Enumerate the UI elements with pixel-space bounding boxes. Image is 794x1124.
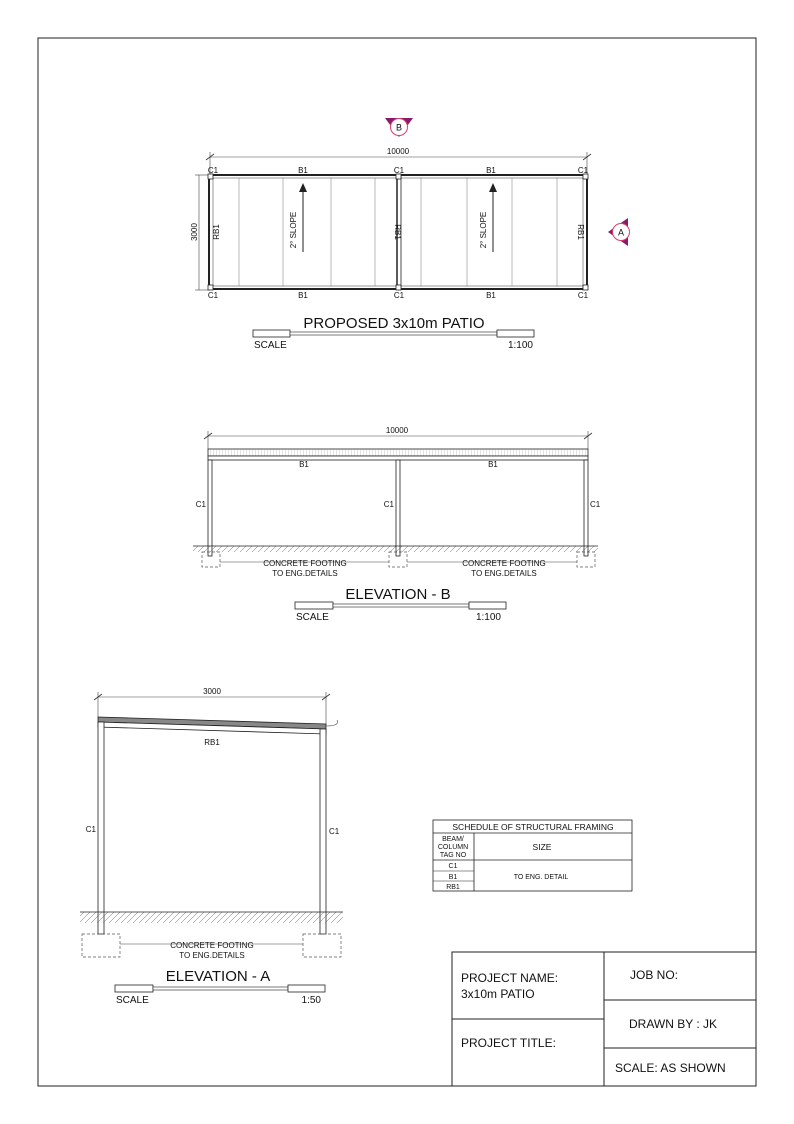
elevation-a-col-left: C1 bbox=[85, 825, 96, 834]
plan-slope-left: 2° SLOPE bbox=[289, 211, 298, 249]
schedule-title: SCHEDULE OF STRUCTURAL FRAMING bbox=[452, 822, 614, 832]
plan-scale-label: SCALE bbox=[254, 340, 287, 351]
elevation-a-scale-value: 1:50 bbox=[301, 995, 321, 1006]
elevation-a-col-right: C1 bbox=[329, 827, 340, 836]
title-block bbox=[452, 952, 756, 1086]
elevation-b-footing-left-l2: TO ENG.DETAILS bbox=[272, 569, 338, 578]
plan-col-bl: C1 bbox=[207, 291, 219, 300]
elevation-a-scale-bar bbox=[115, 985, 325, 992]
plan-slope-right: 2° SLOPE bbox=[479, 211, 488, 249]
elevation-a-beam-label: RB1 bbox=[204, 738, 220, 747]
plan-rafter-left: RB1 bbox=[212, 224, 221, 240]
elevation-a-ground bbox=[80, 912, 343, 923]
elevation-b-footing-left-l1: CONCRETE FOOTING bbox=[263, 559, 347, 568]
elevation-a-footing-l1: CONCRETE FOOTING bbox=[170, 941, 254, 950]
plan-dim-width: 3000 bbox=[190, 223, 199, 241]
plan-view bbox=[190, 118, 630, 351]
section-marker-a bbox=[608, 218, 630, 246]
marker-a-label: A bbox=[617, 227, 625, 238]
schedule-tag-header-l2: COLUMN bbox=[437, 844, 469, 851]
plan-rafter-right: RB1 bbox=[576, 224, 585, 240]
elevation-b-footing-right-l1: CONCRETE FOOTING bbox=[462, 559, 546, 568]
plan-col-tr: C1 bbox=[577, 166, 589, 175]
schedule-tag-header-l3: TAG NO bbox=[439, 852, 467, 859]
elevation-a-scale-label: SCALE bbox=[116, 995, 149, 1006]
elevation-b-footing-right-l2: TO ENG.DETAILS bbox=[471, 569, 537, 578]
schedule-table bbox=[433, 820, 632, 891]
plan-title: PROPOSED 3x10m PATIO bbox=[303, 315, 485, 332]
elevation-b-dim-length: 10000 bbox=[385, 426, 409, 435]
plan-scale-value: 1:100 bbox=[507, 340, 533, 351]
schedule-size-value: TO ENG. DETAIL bbox=[513, 874, 569, 881]
project-name-value: 3x10m PATIO bbox=[461, 987, 535, 1001]
plan-beam-bottom-left: B1 bbox=[298, 291, 308, 300]
elevation-a-dim-width: 3000 bbox=[203, 687, 221, 696]
marker-b-label: B bbox=[395, 122, 403, 133]
plan-col-tl: C1 bbox=[207, 166, 219, 175]
schedule-size-header: SIZE bbox=[532, 842, 552, 852]
section-marker-b bbox=[385, 118, 413, 137]
plan-col-tm: C1 bbox=[393, 166, 405, 175]
project-name-label: PROJECT NAME: bbox=[461, 971, 559, 985]
elevation-b-view bbox=[193, 426, 601, 623]
elevation-b-scale-label: SCALE bbox=[296, 612, 329, 623]
project-title-label: PROJECT TITLE: bbox=[461, 1036, 556, 1050]
elevation-a-view bbox=[80, 687, 343, 1006]
elevation-b-col-right: C1 bbox=[590, 500, 601, 509]
elevation-b-beam-left: B1 bbox=[299, 460, 309, 469]
plan-col-bm: C1 bbox=[393, 291, 405, 300]
elevation-b-col-left: C1 bbox=[195, 500, 206, 509]
elevation-b-scale-bar bbox=[295, 602, 506, 609]
job-no: JOB NO: bbox=[630, 968, 679, 982]
elevation-b-beam bbox=[208, 456, 588, 460]
elevation-a-title: ELEVATION - A bbox=[165, 968, 271, 985]
plan-dim-length: 10000 bbox=[386, 147, 410, 156]
plan-beam-top-left: B1 bbox=[298, 166, 308, 175]
schedule-row-rb1: RB1 bbox=[446, 884, 460, 891]
elevation-b-ground bbox=[193, 546, 598, 552]
plan-beam-top-right: B1 bbox=[486, 166, 496, 175]
schedule-row-c1: C1 bbox=[448, 863, 458, 870]
sheet-scale: SCALE: AS SHOWN bbox=[615, 1061, 726, 1075]
plan-col-br: C1 bbox=[577, 291, 589, 300]
drawn-by: DRAWN BY : JK bbox=[629, 1017, 718, 1031]
schedule-row-b1: B1 bbox=[448, 874, 458, 881]
elevation-b-roof bbox=[208, 449, 588, 456]
plan-rafter-mid: RB1 bbox=[393, 224, 402, 240]
plan-beam-bottom-right: B1 bbox=[486, 291, 496, 300]
elevation-b-scale-value: 1:100 bbox=[475, 612, 501, 623]
elevation-b-title: ELEVATION - B bbox=[345, 586, 451, 603]
elevation-a-footing-l2: TO ENG.DETAILS bbox=[179, 951, 245, 960]
schedule-tag-header-l1: BEAM/ bbox=[442, 836, 464, 843]
elevation-b-col-mid: C1 bbox=[383, 500, 394, 509]
elevation-b-beam-right: B1 bbox=[488, 460, 498, 469]
